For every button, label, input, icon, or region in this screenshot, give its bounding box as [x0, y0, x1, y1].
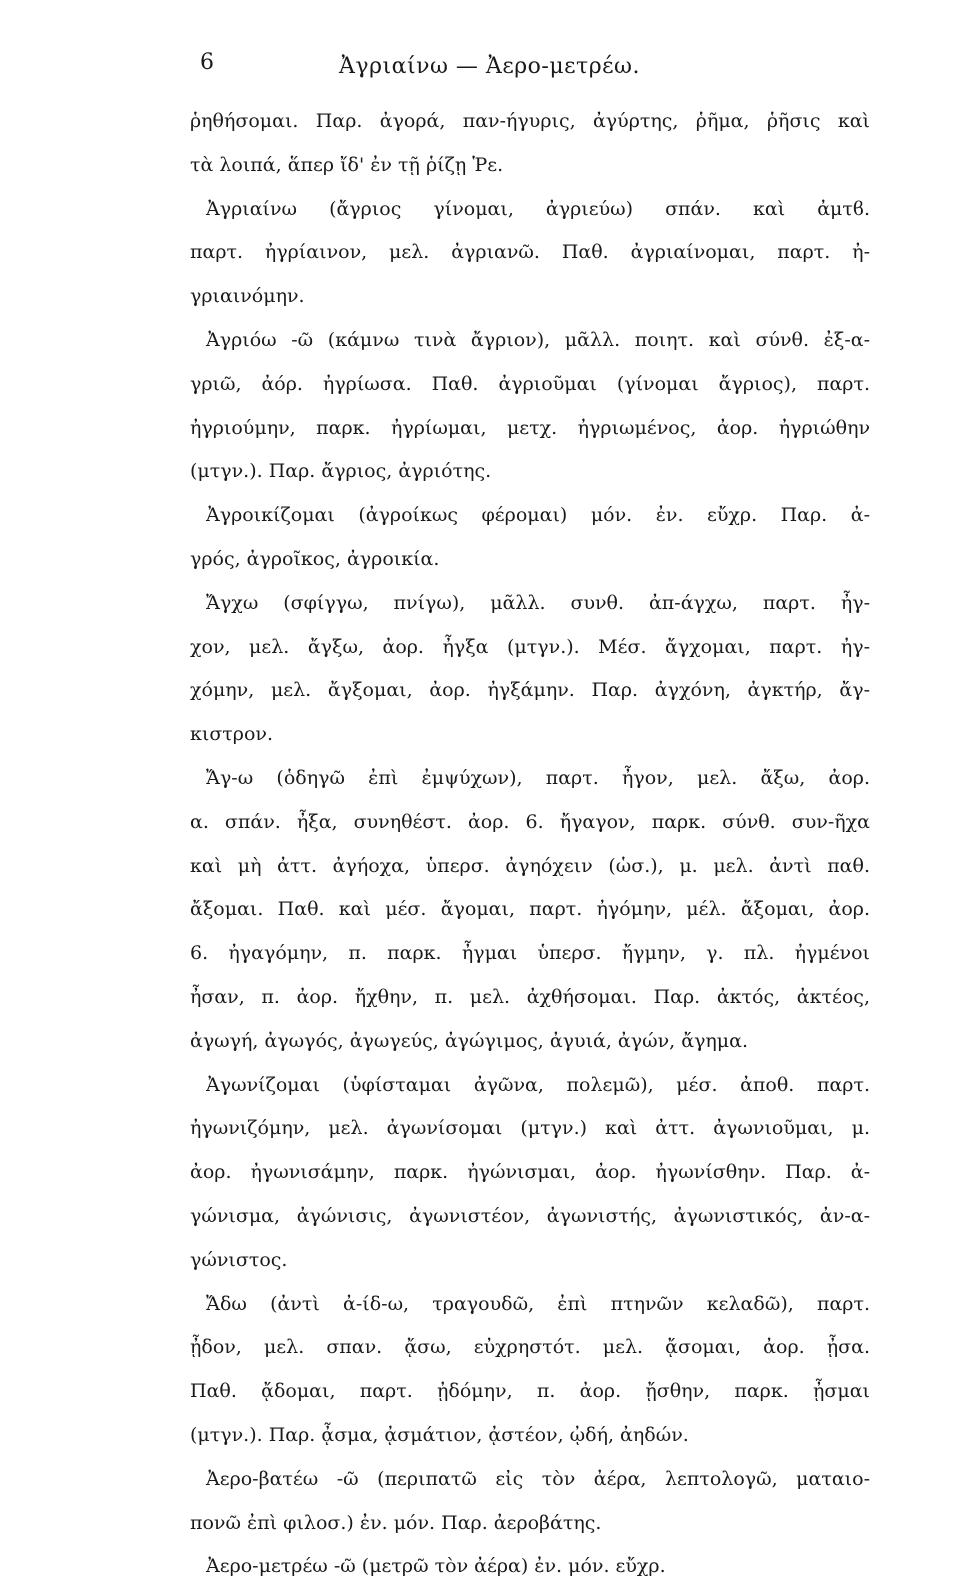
text-line: ἄξομαι. Παθ. καὶ μέσ. ἄγομαι, παρτ. ἠγόμην, μέλ. ἄξομαι, ἀορ.	[190, 898, 870, 921]
text-line: ῥηθήσομαι. Παρ. ἀγορά, παν-ήγυρις, ἀγύρτης, ῥῆμα, ῥῆσις καὶ	[190, 110, 870, 132]
text-line: ἦσαν, π. ἀορ. ἤχθην, π. μελ. ἀχθήσομαι. Παρ. ἀκτός, ἀκτέος,	[190, 985, 870, 1008]
text-line: γώνισμα, ἀγώνισις, ἀγωνιστέον, ἀγωνιστής, ἀγωνιστικός, ἀν-α-	[190, 1204, 870, 1227]
text-line: ἠγωνιζόμην, μελ. ἀγωνίσομαι (μτγν.) καὶ ἀττ. ἀγωνιοῦμαι, μ.	[190, 1117, 870, 1140]
text-line: γριαινόμην.	[190, 285, 305, 308]
entry-headword-line: Ἄγχω (σφίγγω, πνίγω), μᾶλλ. συνθ. ἀπ-άγχω, παρτ. ἦγ-	[206, 591, 870, 614]
text-line: πονῶ ἐπὶ φιλοσ.) ἐν. μόν. Παρ. ἀεροβάτης.	[190, 1511, 602, 1534]
text-line: Παθ. ᾄδομαι, παρτ. ᾐδόμην, π. ἀορ. ᾔσθην, παρκ. ᾖσμαι	[190, 1380, 870, 1403]
text-line: καὶ μὴ ἀττ. ἀγήοχα, ὑπερσ. ἀγηόχειν (ὡσ.), μ. μελ. ἀντὶ παθ.	[190, 854, 870, 877]
entry-headword-line: Ἀερο-βατέω -ῶ (περιπατῶ εἰς τὸν ἀέρα, λεπτολογῶ, ματαιο-	[206, 1467, 870, 1490]
text-line: κιστρον.	[190, 723, 274, 746]
entry-headword-line: Ἀγωνίζομαι (ὑφίσταμαι ἀγῶνα, πολεμῶ), μέσ. ἀποθ. παρτ.	[206, 1073, 870, 1096]
entry-headword-line: Ἀγριαίνω (ἄγριος γίνομαι, ἀγριεύω) σπάν. καὶ ἀμτϐ.	[206, 197, 870, 220]
text-line: ἀορ. ἠγωνισάμην, παρκ. ἠγώνισμαι, ἀορ. ἠγωνίσθην. Παρ. ἀ-	[190, 1161, 870, 1184]
entry-headword-line: Ἀερο-μετρέω -ῶ (μετρῶ τὸν ἀέρα) ἐν. μόν. εὔχρ.	[206, 1555, 666, 1578]
text-line: 6. ἠγαγόμην, π. παρκ. ἦγμαι ὑπερσ. ἤγμην, γ. πλ. ἠγμένοι	[190, 942, 870, 965]
entry-headword-line: Ἀγριόω -ῶ (κάμνω τινὰ ἄγριον), μᾶλλ. ποιητ. καὶ σύνθ. ἐξ-α-	[206, 328, 870, 351]
text-line: παρτ. ἠγρίαινον, μελ. ἀγριανῶ. Παθ. ἀγριαίνομαι, παρτ. ἠ-	[190, 241, 870, 264]
text-line: ἠγριούμην, παρκ. ἠγρίωμαι, μετχ. ἠγριωμένος, ἀορ. ἠγριώθην	[190, 416, 870, 439]
text-line: α. σπάν. ἦξα, συνηθέστ. ἀορ. 6. ἤγαγον, παρκ. σύνθ. συν-ῆχα	[190, 810, 870, 833]
running-title: Ἀγριαίνω — Ἀερο-μετρέω.	[339, 54, 640, 79]
text-line: χόμην, μελ. ἄγξομαι, ἀορ. ἠγξάμην. Παρ. ἀγχόνη, ἀγκτήρ, ἄγ-	[190, 679, 870, 702]
entry-headword-line: Ἄδω (ἀντὶ ἀ-ίδ-ω, τραγουδῶ, ἐπὶ πτηνῶν κελαδῶ), παρτ.	[206, 1292, 870, 1315]
entry-headword-line: Ἀγροικίζομαι (ἀγροίκως φέρομαι) μόν. ἐν. εὔχρ. Παρ. ἀ-	[206, 504, 870, 527]
dictionary-text	[190, 100, 870, 1589]
text-line: τὰ λοιπά, ἅπερ ἴδ' ἐν τῇ ῥίζῃ Ῥε.	[190, 153, 504, 176]
text-line: γώνιστος.	[190, 1248, 288, 1271]
text-line: (μτγν.). Παρ. ᾆσμα, ᾀσμάτιον, ᾀστέον, ᾠδή, ἀηδών.	[190, 1423, 689, 1446]
page-number: 6	[200, 50, 214, 75]
text-line: χον, μελ. ἄγξω, ἀορ. ἦγξα (μτγν.). Μέσ. ἄγχομαι, παρτ. ἠγ-	[190, 635, 870, 658]
text-line: γριῶ, ἀόρ. ἠγρίωσα. Παθ. ἀγριοῦμαι (γίνομαι ἄγριος), παρτ.	[190, 372, 870, 395]
text-line: (μτγν.). Παρ. ἄγριος, ἀγριότης.	[190, 460, 492, 483]
text-line: ᾖδον, μελ. σπαν. ᾄσω, εὐχρηστότ. μελ. ᾄσομαι, ἀορ. ᾖσα.	[190, 1336, 870, 1359]
entry-headword-line: Ἄγ-ω (ὁδηγῶ ἐπὶ ἐμψύχων), παρτ. ἦγον, μελ. ἄξω, ἀορ.	[206, 766, 870, 789]
text-line: γρός, ἀγροῖκος, ἀγροικία.	[190, 547, 440, 570]
text-line: ἀγωγή, ἀγωγός, ἀγωγεύς, ἀγώγιμος, ἀγυιά, ἀγών, ἄγημα.	[190, 1029, 749, 1052]
